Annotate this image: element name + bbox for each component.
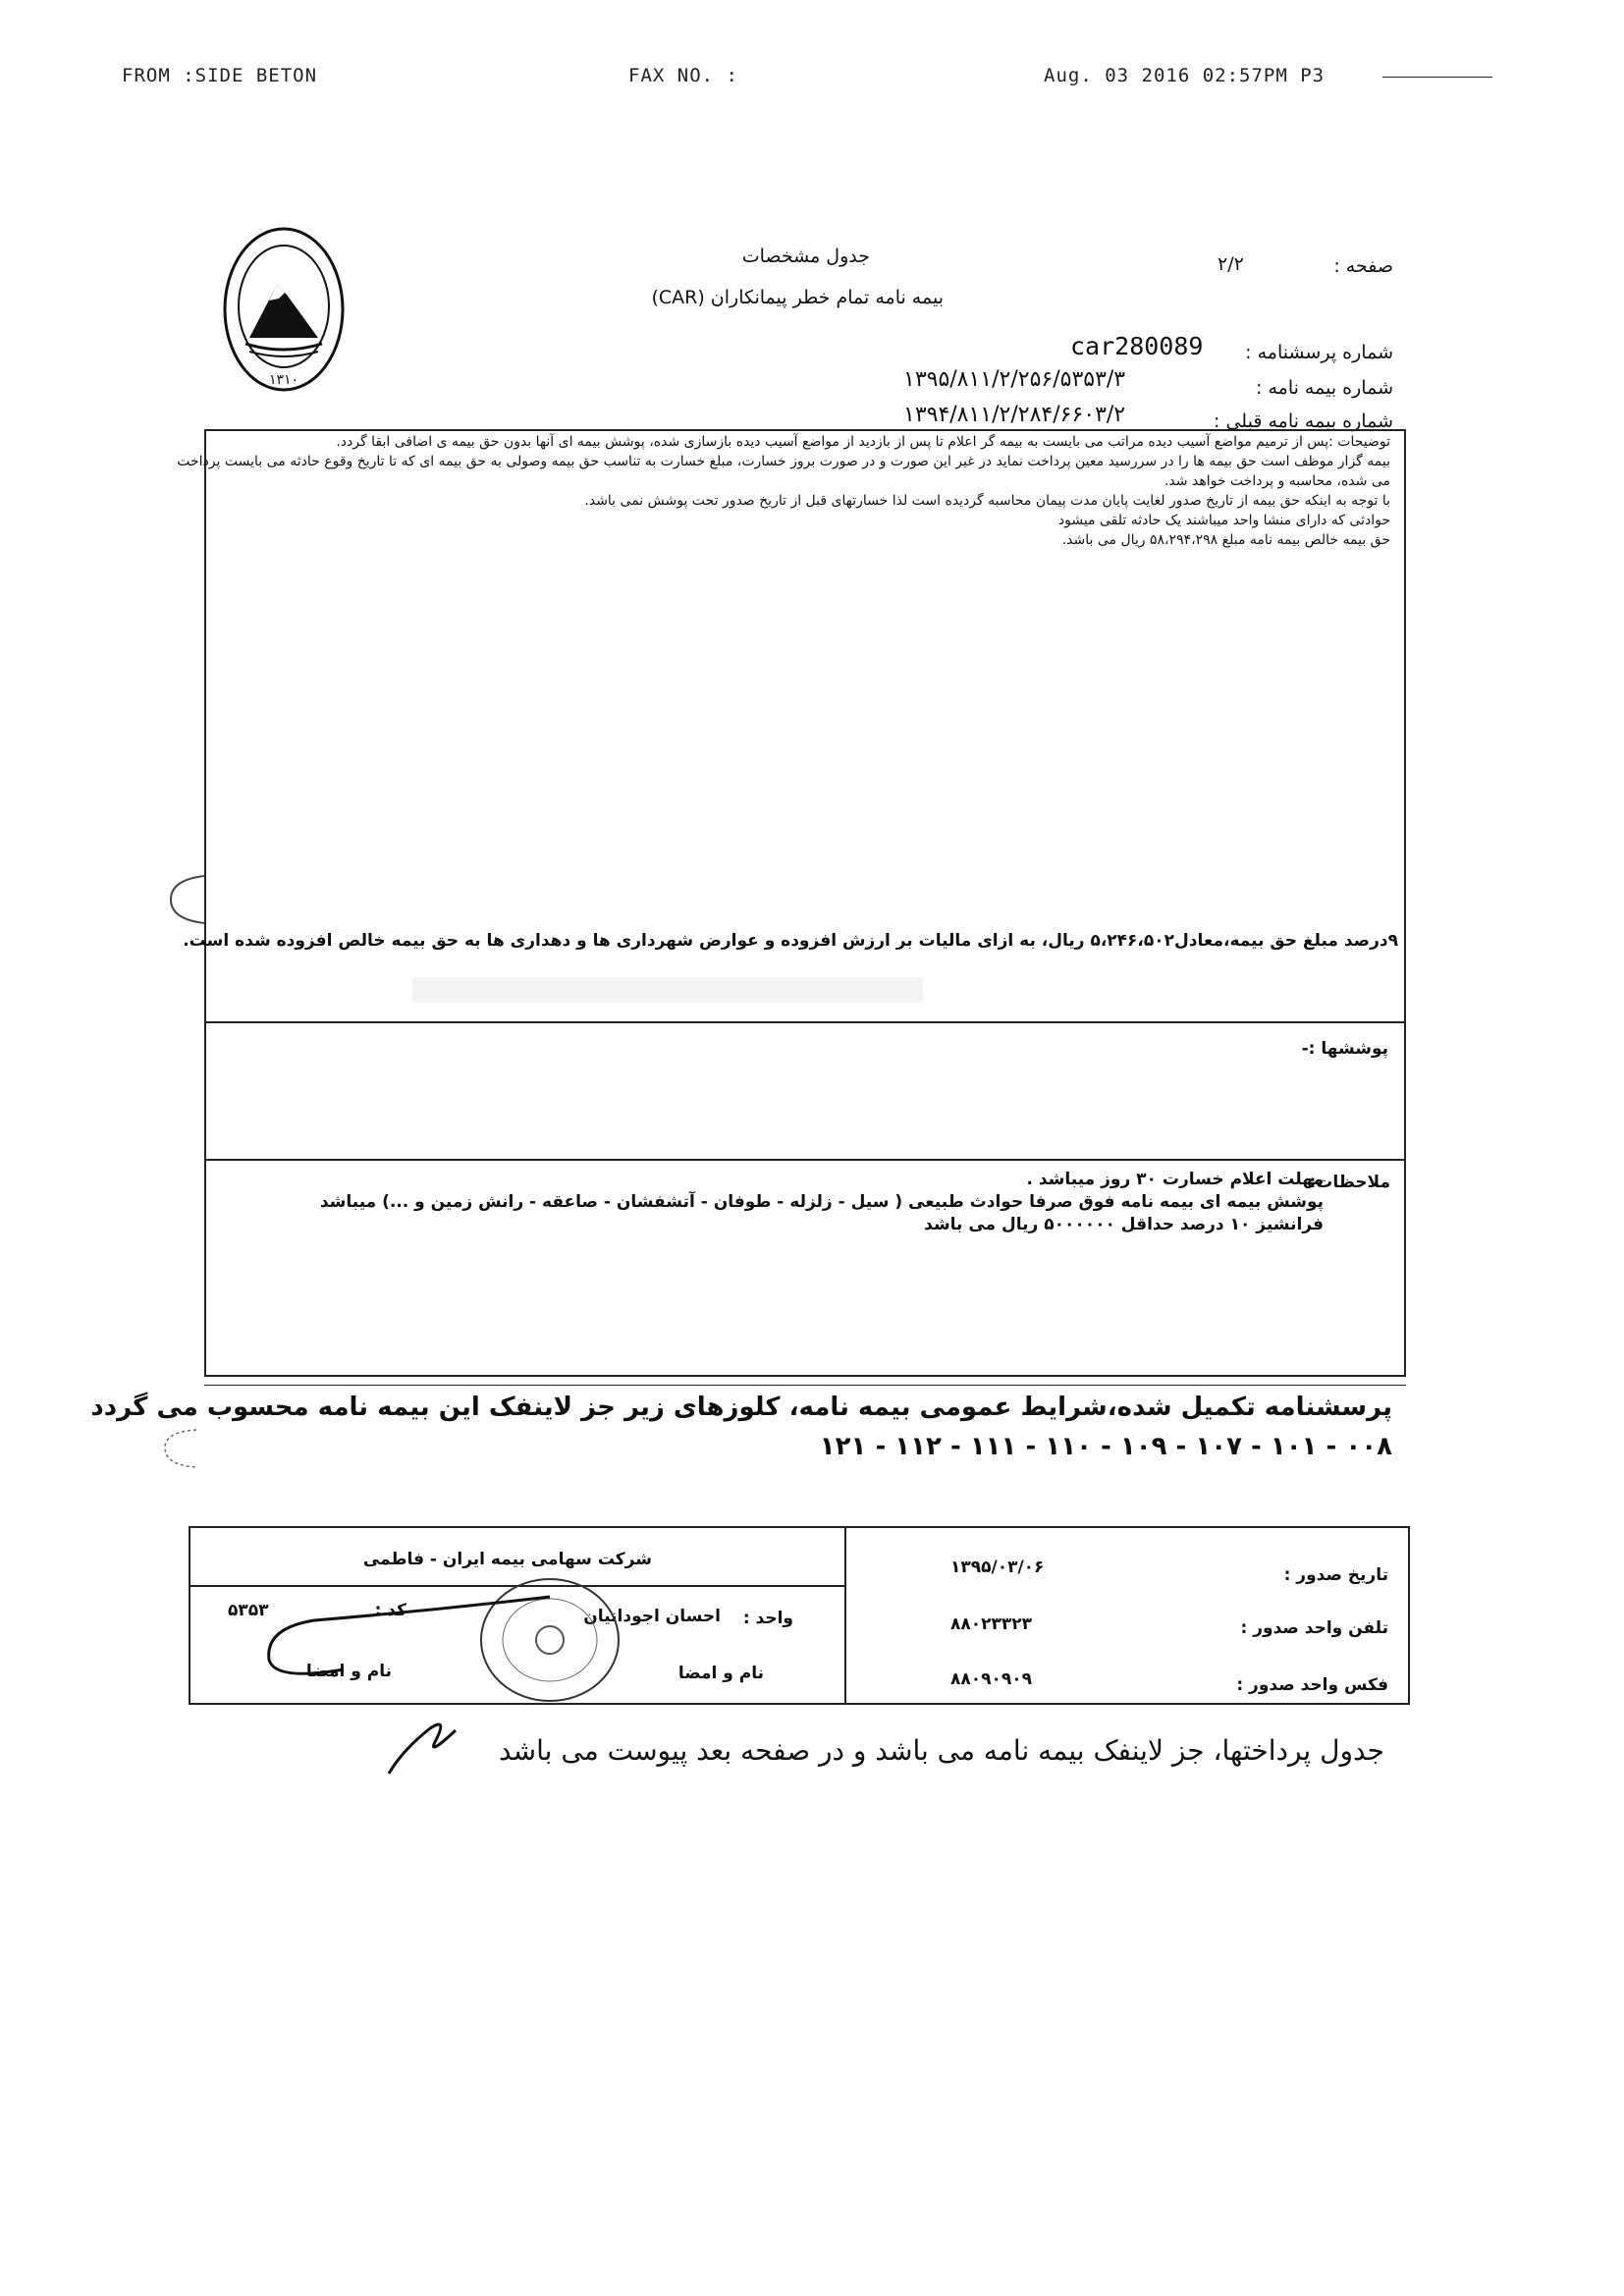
attachments-label: ملاحظات: <box>1309 1173 1390 1192</box>
notes-line: با توجه به اینکه حق بیمه از تاریخ صدور لغایت پایان مدت پیمان محاسبه گردیده است لذا خسارتهای قبل از تاریخ صدور تحت پوشش نمی باشد. <box>584 493 1390 509</box>
unit-value: احسان اجودانیان <box>583 1607 721 1626</box>
payments-note: جدول پرداختها، جز لاینفک بیمه نامه می باشد و در صفحه بعد پیوست می باشد <box>498 1734 1384 1767</box>
divider-terms <box>204 1385 1406 1386</box>
punch-hole-icon <box>165 870 208 929</box>
signature-caption: نام و امضا <box>305 1662 392 1681</box>
proposal-number: car280089 <box>1070 332 1204 360</box>
notes-line: می شده، محاسبه و پرداخت خواهد شد. <box>1164 473 1390 489</box>
divider-coverages <box>204 1159 1406 1161</box>
previous-policy-number: ۱۳۹۴/۸۱۱/۲/۲۸۴/۶۶۰۳/۲ <box>903 403 1126 427</box>
clause-numbers: ۰۰۸ - ۱۰۱ - ۱۰۷ - ۱۰۹ - ۱۱۰ - ۱۱۱ - ۱۱۲ - ۱۲۱ <box>819 1432 1392 1461</box>
attachments-list <box>319 1169 1324 1236</box>
page-label: صفحه : <box>1333 255 1393 277</box>
terms-line: پرسشنامه تکمیل شده،شرایط عمومی بیمه نامه، کلوزهای زیر جز لاینفک این بیمه نامه محسوب می گردد <box>90 1393 1392 1422</box>
document-subtitle: بیمه نامه تمام خطر پیمانکاران (CAR) <box>651 287 944 308</box>
sign-label: نام و امضا <box>677 1664 764 1683</box>
proposal-label: شماره پرسشنامه : <box>1245 342 1393 363</box>
notes-line: حوادثی که دارای منشا واحد میباشند یک حادثه تلقی میشود <box>1057 513 1390 528</box>
notes-line: بیمه گزار موظف است حق بیمه ها را در سررسید معین پرداخت نماید در غیر این صورت و در صورت بروز خسارت، مبلغ خسارت به تناسب حق بیمه وصولی به حق بیمه ای که تا تاریخ وقوع حادثه می بایست پرداخت <box>177 454 1390 469</box>
issue-fax-label: فکس واحد صدور : <box>1236 1675 1388 1695</box>
notes-line: حق بیمه خالص بیمه نامه مبلغ ۵۸،۲۹۴،۲۹۸ ریال می باشد. <box>1061 532 1390 548</box>
issue-date-value: ۱۳۹۵/۰۳/۰۶ <box>950 1558 1045 1577</box>
attachment-item: پوشش بیمه ای بیمه نامه فوق صرفا حوادث طبیعی ( سیل - زلزله - طوفان - آتشفشان - صاعقه - رانش زمین و ...) میباشد <box>319 1192 1324 1212</box>
seal-year: ۱۳۱۰ <box>268 372 299 388</box>
issue-column-divider <box>844 1526 846 1705</box>
signature-flourish-icon <box>383 1711 471 1779</box>
policy-label: شماره بیمه نامه : <box>1256 377 1393 399</box>
issue-phone-value: ۸۸۰۲۳۳۲۳ <box>950 1614 1033 1634</box>
policy-number: ۱۳۹۵/۸۱۱/۲/۲۵۶/۵۳۵۳/۳ <box>903 367 1126 392</box>
document-title: جدول مشخصات <box>741 246 870 267</box>
attachment-item: مهلت اعلام خسارت ۳۰ روز میباشد . <box>1026 1170 1324 1189</box>
divider-notes <box>204 1021 1406 1023</box>
unit-label: واحد : <box>742 1609 793 1628</box>
page-value: ۲/۲ <box>1218 253 1244 275</box>
fax-datetime: Aug. 03 2016 02:57PM P3 <box>1044 65 1326 86</box>
signature-icon <box>255 1591 569 1709</box>
scan-noise <box>412 977 923 1003</box>
fax-from: FROM :SIDE BETON <box>122 65 318 86</box>
notes-line: توضیحات :پس از ترمیم مواضع آسیب دیده مراتب می بایست به بیمه گر اعلام تا پس از بازدید از مواضع آسیب دیده بازسازی شده، پوشش بیمه ای آنها بدون حق بیمه ی اضافی ابقا گردد. <box>336 434 1390 450</box>
previous-policy-label: شماره بیمه نامه قبلی : <box>1214 410 1393 432</box>
attachment-item: فرانشیز ۱۰ درصد حداقل ۵۰۰۰۰۰۰ ریال می باشد <box>924 1215 1324 1234</box>
code-value: ۵۳۵۳ <box>228 1601 269 1620</box>
issuing-company: شرکت سهامی بیمه ایران - فاطمی <box>362 1550 652 1569</box>
notes-block <box>177 432 1390 550</box>
code-label: کد : <box>374 1601 406 1620</box>
issue-phone-label: تلفن واحد صدور : <box>1240 1618 1388 1638</box>
issue-fax-value: ۸۸۰۹۰۹۰۹ <box>950 1669 1033 1689</box>
fax-underline <box>1382 77 1492 78</box>
fax-number: FAX NO. : <box>628 65 738 86</box>
issue-date-label: تاریخ صدور : <box>1283 1565 1388 1585</box>
tax-note: ۹درصد مبلغ حق بیمه،معادل۵،۲۴۶،۵۰۲ ریال، به ازای مالیات بر ارزش افزوده و عوارض شهرداری ها و دهداری ها به حق بیمه خالص افزوده شده است. <box>183 931 1398 951</box>
coverages-label: پوششها :- <box>1301 1039 1388 1059</box>
punch-hole-icon <box>157 1424 200 1473</box>
insurance-seal-icon <box>220 222 348 397</box>
